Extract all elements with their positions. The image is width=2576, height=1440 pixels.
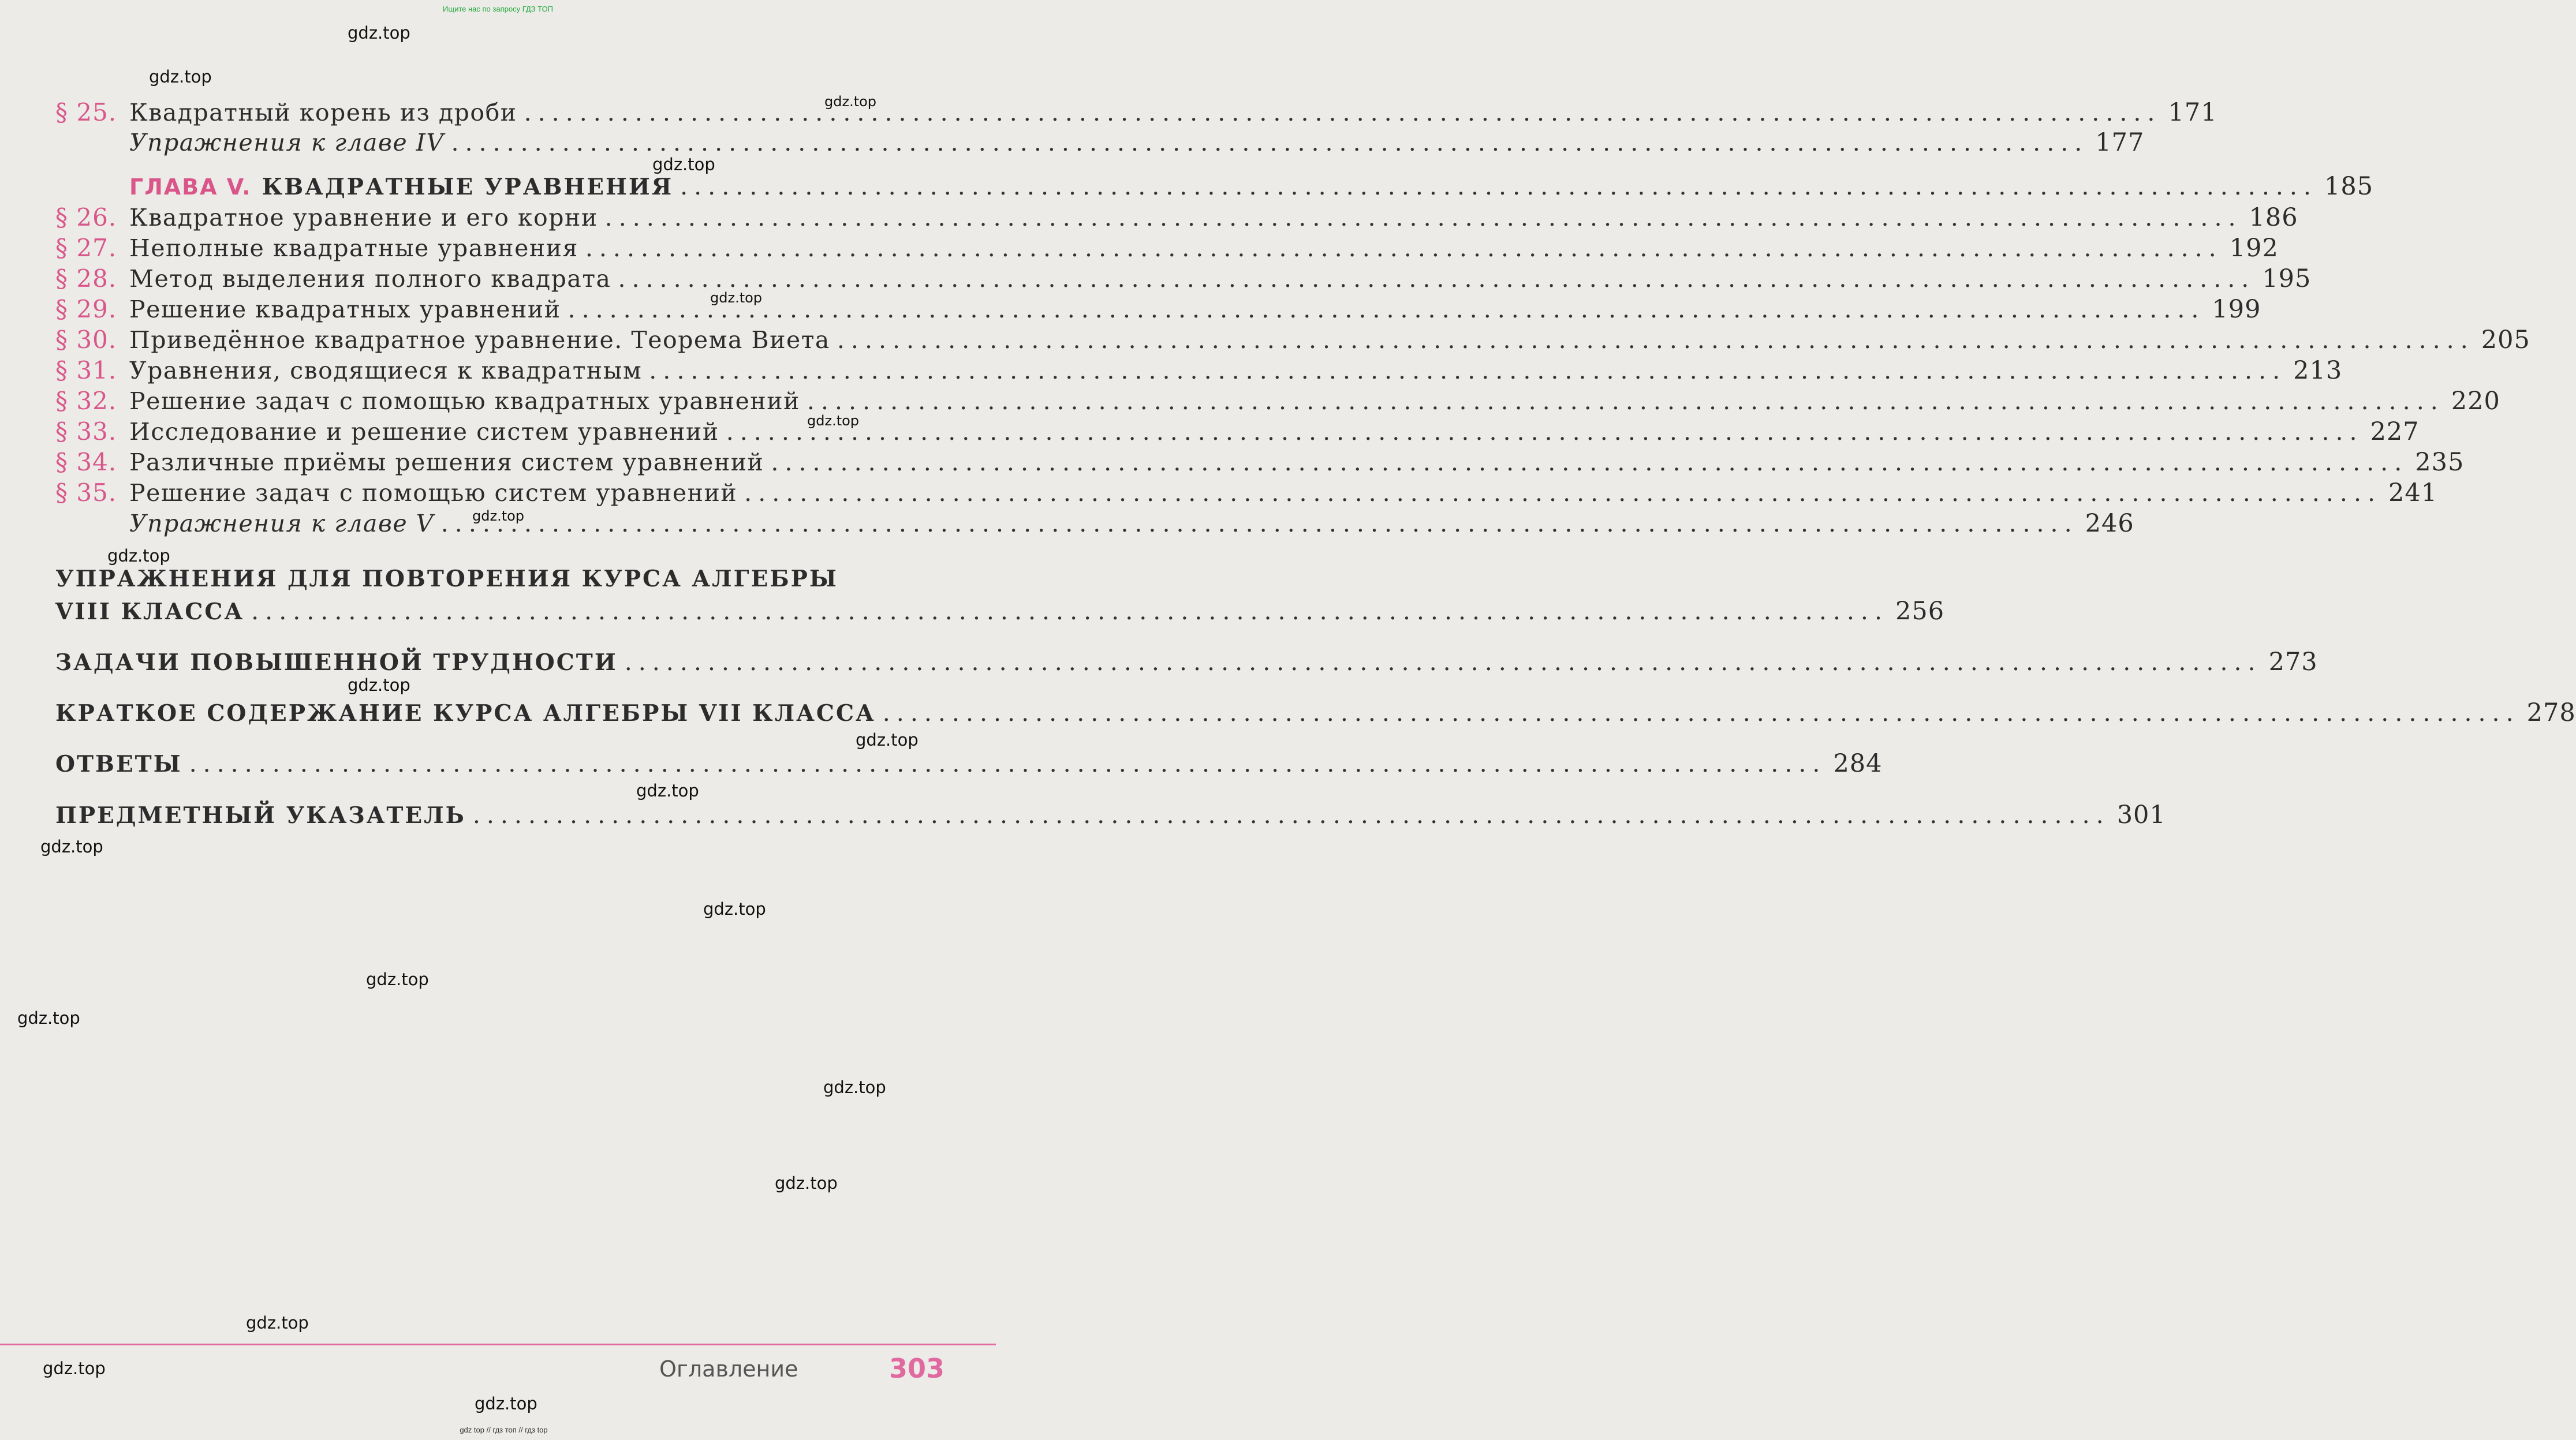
leader-dots (561, 296, 2212, 323)
section-number: § 29. (55, 295, 117, 323)
watermark: gdz.top (43, 1359, 106, 1378)
watermark: gdz.top (246, 1313, 309, 1333)
section-number: § 26. (55, 203, 117, 231)
bottom-note: gdz top // гдз топ // гдз top (460, 1426, 548, 1434)
toc-entry-29 (55, 295, 2261, 324)
section-number: § 34. (55, 448, 117, 476)
leader-dots (642, 357, 2293, 384)
hard-problems-title: ЗАДАЧИ ПОВЫШЕННОЙ ТРУДНОСТИ (55, 649, 618, 676)
page-ref: 192 (2229, 234, 2279, 263)
toc-summary (55, 698, 2576, 727)
toc-entry-27 (55, 234, 2279, 263)
toc-index (55, 801, 2166, 829)
leader-dots (611, 265, 2262, 293)
page-ref: 199 (2212, 295, 2261, 324)
chapter-title: КВАДРАТНЫЕ УРАВНЕНИЯ (262, 174, 674, 200)
toc-entry-25 (55, 98, 2217, 127)
page-ref: 195 (2262, 264, 2312, 293)
watermark: gdz.top (348, 23, 410, 43)
section-number: § 25. (55, 98, 117, 126)
watermark: gdz.top (17, 1008, 80, 1028)
leader-dots (434, 510, 2085, 537)
section-number: § 31. (55, 356, 117, 384)
section-title: Решение квадратных уравнений (129, 296, 561, 323)
review-title-line2: VIII КЛАССА (55, 599, 245, 625)
review-title-line1: УПРАЖНЕНИЯ ДЛЯ ПОВТОРЕНИЯ КУРСА АЛГЕБРЫ (55, 566, 838, 592)
toc-entry-31 (55, 356, 2343, 385)
watermark: gdz.top (856, 730, 919, 750)
section-title: Квадратное уравнение и его корни (129, 204, 598, 231)
page-ref: 205 (2481, 326, 2530, 354)
leader-dots (618, 648, 2269, 676)
leader-dots (244, 597, 1895, 625)
watermark: gdz.top (366, 970, 429, 989)
section-number: § 32. (55, 387, 117, 415)
watermark: gdz.top (107, 546, 170, 566)
leader-dots (830, 326, 2481, 354)
toc-entry-30 (55, 326, 2530, 354)
toc-review (55, 597, 1945, 626)
section-title: Решение задач с помощью квадратных уравнений (129, 387, 800, 415)
page-ref: 171 (2168, 98, 2217, 127)
watermark: gdz.top (824, 93, 877, 110)
page-ref: 301 (2116, 801, 2166, 829)
toc-entry-exercises-5 (55, 509, 2134, 538)
toc-review-heading (55, 566, 940, 592)
section-title: Уравнения, сводящиеся к квадратным (129, 357, 643, 384)
footer-title: Оглавление (659, 1356, 798, 1382)
page-ref: 186 (2249, 203, 2298, 232)
toc-entry-35 (55, 478, 2438, 507)
section-title: Исследование и решение систем уравнений (129, 418, 719, 446)
page-ref: 185 (2324, 172, 2374, 201)
toc-entry-34 (55, 448, 2465, 477)
section-number: § 28. (55, 264, 117, 293)
section-number: § 27. (55, 234, 117, 262)
watermark: gdz.top (472, 508, 525, 524)
page-ref: 241 (2388, 478, 2438, 507)
answers-title: ОТВЕТЫ (55, 751, 182, 777)
watermark: gdz.top (475, 1394, 537, 1413)
section-number: § 35. (55, 478, 117, 507)
page-ref: 213 (2293, 356, 2343, 385)
watermark: gdz.top (348, 675, 410, 695)
section-title: Квадратный корень из дроби (129, 99, 517, 126)
watermark: gdz.top (823, 1078, 886, 1097)
section-title: Различные приёмы решения систем уравнений (129, 448, 764, 476)
index-title: ПРЕДМЕТНЫЙ УКАЗАТЕЛЬ (55, 802, 466, 829)
leader-dots (876, 699, 2527, 727)
summary-title: КРАТКОЕ СОДЕРЖАНИЕ КУРСА АЛГЕБРЫ VII КЛАССА (55, 700, 876, 727)
page-ref: 235 (2415, 448, 2465, 477)
section-title: Решение задач с помощью систем уравнений (129, 479, 738, 507)
leader-dots (719, 418, 2370, 446)
leader-dots (598, 204, 2249, 231)
leader-dots (800, 387, 2451, 415)
toc-chapter-5 (55, 172, 2374, 201)
section-number: § 33. (55, 417, 117, 446)
page-ref: 246 (2085, 509, 2134, 538)
leader-dots (182, 750, 1834, 777)
top-note: Ищите нас по запросу ГДЗ ТОП (443, 5, 553, 13)
page-ref: 273 (2268, 648, 2318, 676)
section-title: Приведённое квадратное уравнение. Теорема Виета (129, 326, 830, 354)
leader-dots (764, 448, 2415, 476)
page-ref: 284 (1833, 749, 1883, 778)
section-title: Упражнения к главе V (129, 510, 434, 537)
watermark: gdz.top (703, 899, 766, 919)
watermark: gdz.top (149, 67, 212, 87)
page-ref: 227 (2370, 417, 2420, 446)
toc-entry-28 (55, 264, 2312, 293)
watermark: gdz.top (40, 837, 103, 856)
page-ref: 220 (2451, 387, 2500, 416)
watermark: gdz.top (807, 413, 860, 429)
leader-dots (737, 479, 2388, 507)
toc-entry-32 (55, 387, 2500, 416)
page-number: 303 (889, 1353, 945, 1384)
watermark: gdz.top (636, 781, 699, 801)
page-ref: 278 (2526, 698, 2576, 727)
leader-dots (466, 801, 2117, 829)
section-title: Неполные квадратные уравнения (129, 234, 578, 262)
toc-entry-exercises-4 (55, 128, 2145, 157)
toc-hard-problems (55, 648, 2318, 676)
chapter-label: ГЛАВА V. (129, 174, 252, 200)
leader-dots (517, 99, 2168, 126)
watermark: gdz.top (652, 155, 715, 174)
leader-dots (444, 129, 2095, 156)
page-ref: 256 (1895, 597, 1945, 626)
watermark: gdz.top (710, 290, 763, 306)
toc-entry-26 (55, 203, 2298, 232)
page-ref: 177 (2095, 128, 2145, 157)
leader-dots (578, 234, 2230, 262)
leader-dots (673, 173, 2324, 200)
footer-rule (0, 1344, 996, 1345)
toc-answers (55, 749, 1883, 778)
section-number: § 30. (55, 326, 117, 354)
section-title: Метод выделения полного квадрата (129, 265, 611, 293)
section-title: Упражнения к главе IV (129, 129, 445, 156)
watermark: gdz.top (775, 1173, 838, 1193)
